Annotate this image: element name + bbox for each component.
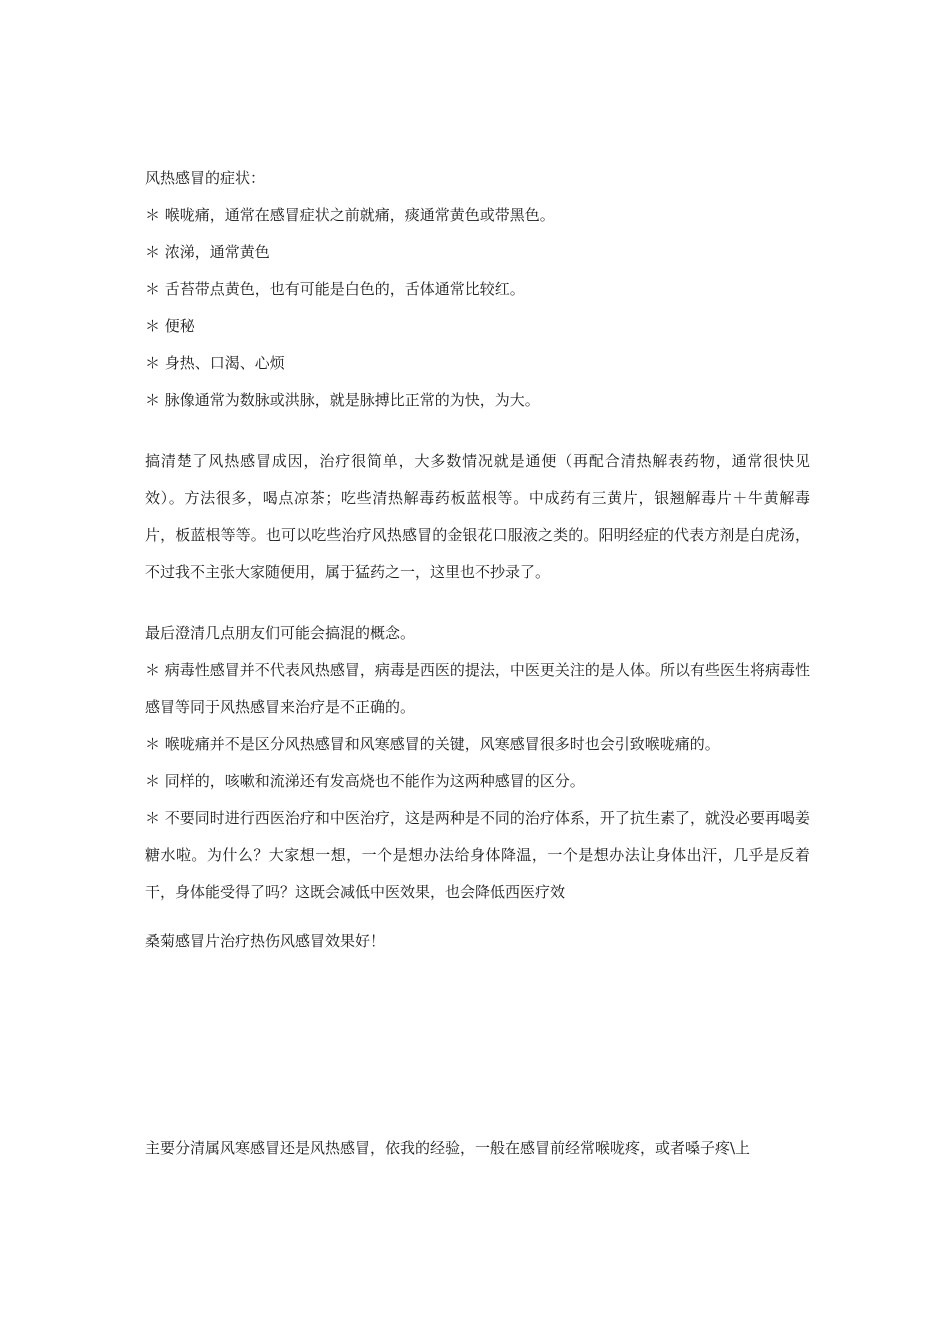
spacer (145, 419, 810, 443)
spacer (145, 911, 810, 923)
symptom-item: ＊ 便秘 (145, 317, 195, 335)
clarification-item: ＊ 不要同时进行西医治疗和中医治疗，这是两种是不同的治疗体系，开了抗生素了，就没必要再喝姜糖水啦。为什么？大家想一想，一个是想办法给身体降温，一个是想办法让身体出汗，几乎是反着干，身体能受得了吗？这既会减低中医效果，也会降低西医疗效 (145, 809, 810, 901)
symptom-item: ＊ 脉像通常为数脉或洪脉，就是脉搏比正常的为快，为大。 (145, 391, 540, 409)
symptom-item: ＊ 浓涕，通常黄色 (145, 243, 270, 261)
spacer (145, 591, 810, 615)
clarification-item: ＊ 病毒性感冒并不代表风热感冒，病毒是西医的提法，中医更关注的是人体。所以有些医生将病毒性感冒等同于风热感冒来治疗是不正确的。 (145, 661, 810, 716)
symptom-item: ＊ 舌苔带点黄色，也有可能是白色的，舌体通常比较红。 (145, 280, 525, 298)
recommendation-line: 桑菊感冒片治疗热伤风感冒效果好！ (145, 932, 386, 950)
treatment-paragraph: 搞清楚了风热感冒成因，治疗很简单，大多数情况就是通便（再配合清热解表药物，通常很快见效）。方法很多，喝点凉茶；吃些清热解毒药板蓝根等。中成药有三黄片，银翘解毒片＋牛黄解毒片，板蓝根等等。也可以吃些治疗风热感冒的金银花口服液之类的。阳明经症的代表方剂是白虎汤，不过我不主张大家随便用，属于猛药之一，这里也不抄录了。 (145, 452, 810, 581)
clarification-item: ＊ 喉咙痛并不是区分风热感冒和风寒感冒的关键，风寒感冒很多时也会引致喉咙痛的。 (145, 735, 720, 753)
symptom-item: ＊ 身热、口渴、心烦 (145, 354, 285, 372)
spacer (145, 960, 810, 1130)
document-content (145, 160, 810, 1167)
section-title-wind-heat-symptoms: 风热感冒的症状： (145, 169, 266, 187)
closing-line: 主要分清属风寒感冒还是风热感冒，依我的经验，一般在感冒前经常喉咙疼，或者嗓子疼\上 (145, 1139, 751, 1157)
symptom-item: ＊ 喉咙痛，通常在感冒症状之前就痛，痰通常黄色或带黑色。 (145, 206, 555, 224)
section-title-clarifications: 最后澄清几点朋友们可能会搞混的概念。 (145, 624, 416, 642)
clarification-item: ＊ 同样的，咳嗽和流涕还有发高烧也不能作为这两种感冒的区分。 (145, 772, 585, 790)
